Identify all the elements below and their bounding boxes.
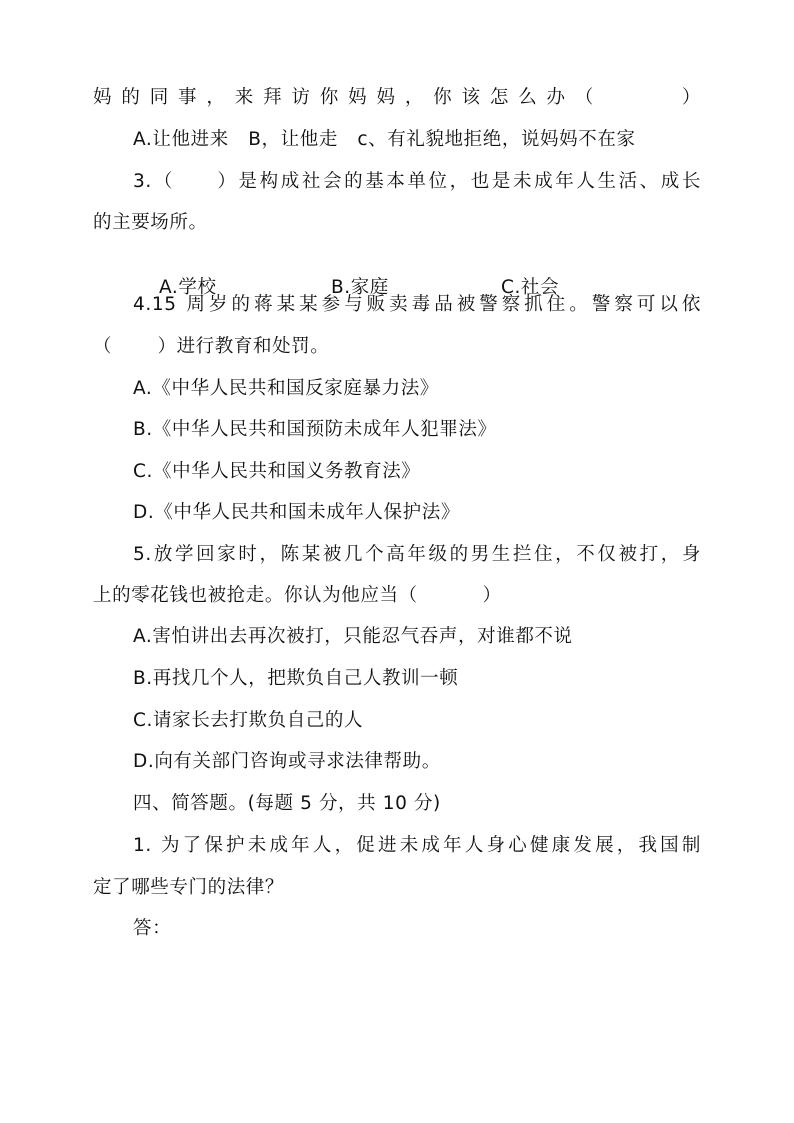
question-4-option-b: B.《中华人民共和国预防未成年人犯罪法》 xyxy=(133,419,497,440)
question-4-line-1: 4.15 周岁的蒋某某参与贩卖毒品被警察抓住。警察可以依 xyxy=(133,294,701,315)
question-2-continuation: 妈的同事，来拜访你妈妈，你该怎么办（ ） xyxy=(93,87,701,108)
question-3-option-c: C.社会 xyxy=(500,277,560,298)
answer-label: 答： xyxy=(133,918,172,939)
question-4-option-c: C.《中华人民共和国义务教育法》 xyxy=(133,461,421,482)
question-3-line-1: 3.（ ）是构成社会的基本单位，也是未成年人生活、成长 xyxy=(133,171,701,192)
question-4-option-a: A.《中华人民共和国反家庭暴力法》 xyxy=(133,378,439,399)
short-answer-1-line-1: 1. 为了保护未成年人，促进未成年人身心健康发展，我国制 xyxy=(133,835,701,856)
question-4-line-2: （ ）进行教育和处罚。 xyxy=(93,336,330,357)
question-5-line-2: 上的零花钱也被抢走。你认为他应当（ ） xyxy=(93,585,502,606)
question-5-option-c: C.请家长去打欺负自己的人 xyxy=(133,710,364,731)
question-3-line-2: 的主要场所。 xyxy=(93,212,208,233)
question-5-option-d: D.向有关部门咨询或寻求法律帮助。 xyxy=(133,751,441,772)
short-answer-1-line-2: 定了哪些专门的法律？ xyxy=(93,877,285,898)
question-3-option-a: A.学校 xyxy=(158,277,217,298)
question-5-option-b: B.再找几个人，把欺负自己人教训一顿 xyxy=(133,668,459,689)
question-5-line-1: 5.放学回家时，陈某被几个高年级的男生拦住，不仅被打，身 xyxy=(133,544,701,565)
section-4-heading: 四、简答题。(每题 5 分，共 10 分) xyxy=(133,793,441,814)
question-5-option-a: A.害怕讲出去再次被打，只能忍气吞声，对谁都不说 xyxy=(133,626,573,647)
question-2-options: A.让他进来 B，让他走 c、有礼貌地拒绝，说妈妈不在家 xyxy=(133,129,636,150)
question-4-option-d: D.《中华人民共和国未成年人保护法》 xyxy=(133,502,460,523)
question-3-option-b: B.家庭 xyxy=(330,277,389,298)
